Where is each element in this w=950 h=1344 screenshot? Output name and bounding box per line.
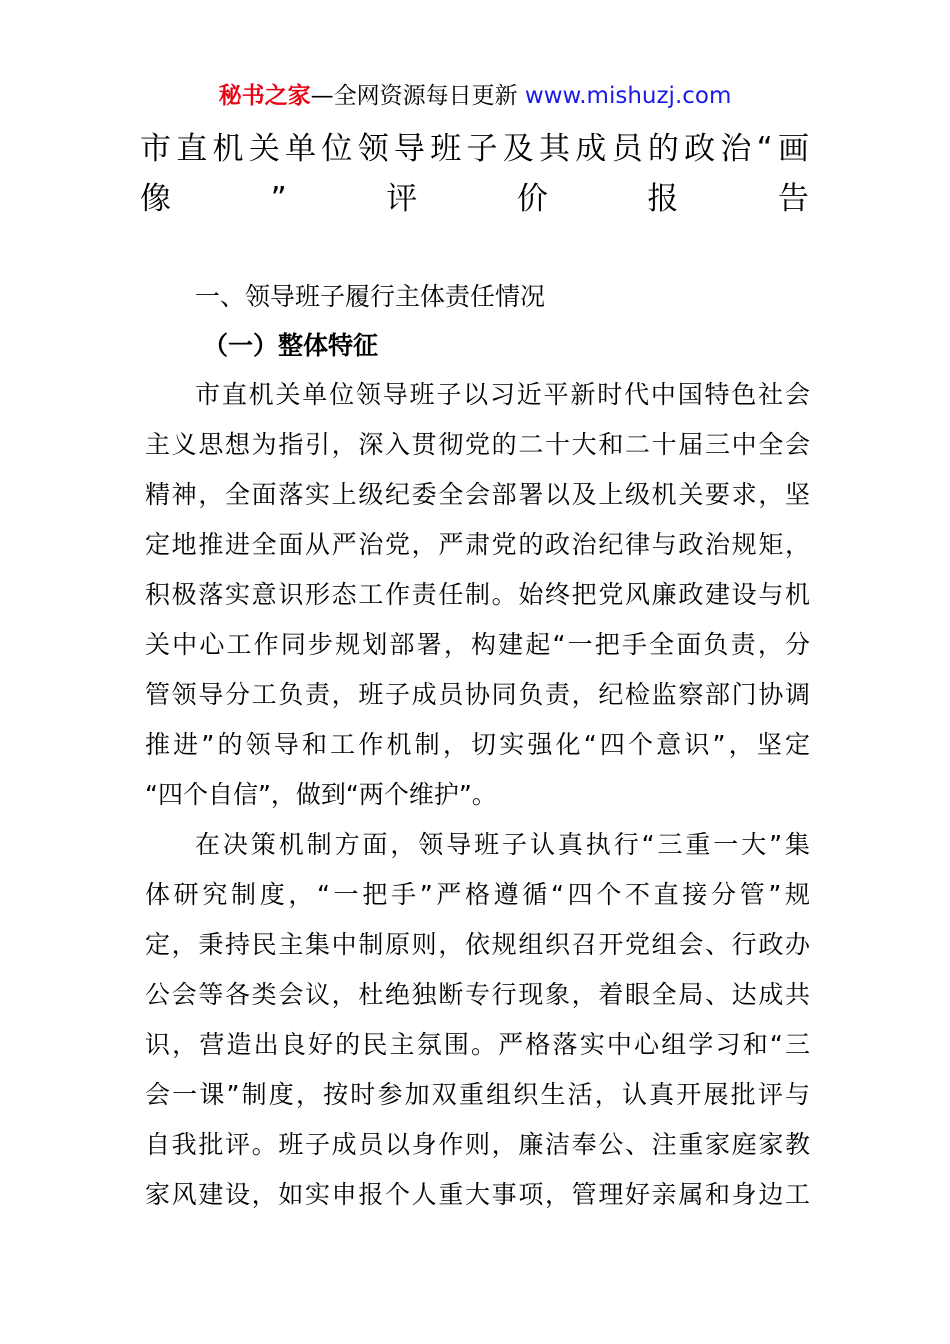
text-line: 自我批评。班子成员以身作则，廉洁奉公、注重家庭家教 [145, 1130, 810, 1159]
text-line: 定，秉持民主集中制原则，依规组织召开党组会、行政办 [145, 930, 810, 959]
paragraph [145, 370, 810, 820]
text-line: 主义思想为指引，深入贯彻党的二十大和二十届三中全会 [145, 430, 810, 459]
text-line: 定地推进全面从严治党，严肃党的政治纪律与政治规矩， [145, 530, 810, 559]
text-line: 在决策机制方面，领导班子认真执行“三重一大”集 [195, 830, 810, 859]
text-line: 会一课”制度，按时参加双重组织生活，认真开展批评与 [145, 1080, 810, 1109]
text-line: 体研究制度，“一把手”严格遵循“四个不直接分管”规 [145, 880, 810, 909]
sub-heading: （一）整体特征 [203, 331, 379, 360]
title-line: 市直机关单位领导班子及其成员的政治“画 [140, 131, 810, 167]
text-line: 推进”的领导和工作机制，切实强化“四个意识”，坚定 [145, 730, 810, 759]
text-line: 识，营造出良好的民主氛围。严格落实中心组学习和“三 [145, 1030, 810, 1059]
text-line: 家风建设，如实申报个人重大事项，管理好亲属和身边工 [145, 1180, 810, 1209]
text-line: 公会等各类会议，杜绝独断专行现象，着眼全局、达成共 [145, 980, 810, 1009]
section-heading: 一、领导班子履行主体责任情况 [195, 282, 546, 311]
header-tagline: —全网资源每日更新 [310, 83, 518, 109]
document-title [140, 124, 810, 224]
text-line: 市直机关单位领导班子以习近平新时代中国特色社会 [195, 380, 810, 409]
text-line: 精神，全面落实上级纪委全会部署以及上级机关要求，坚 [145, 480, 810, 509]
brand-name: 秘书之家 [218, 83, 311, 109]
site-url-link[interactable]: www.mishuzj.com [524, 83, 732, 109]
paragraph [145, 820, 810, 1220]
document-body [145, 272, 810, 1220]
text-line: 管领导分工负责，班子成员协同负责，纪检监察部门协调 [145, 680, 810, 709]
text-line: “四个自信”，做到“两个维护”。 [145, 780, 497, 809]
text-line: 关中心工作同步规划部署，构建起“一把手全面负责，分 [145, 630, 810, 659]
site-header [0, 80, 950, 112]
title-line: 像”评价报告 [140, 181, 810, 217]
text-line: 积极落实意识形态工作责任制。始终把党风廉政建设与机 [145, 580, 810, 609]
